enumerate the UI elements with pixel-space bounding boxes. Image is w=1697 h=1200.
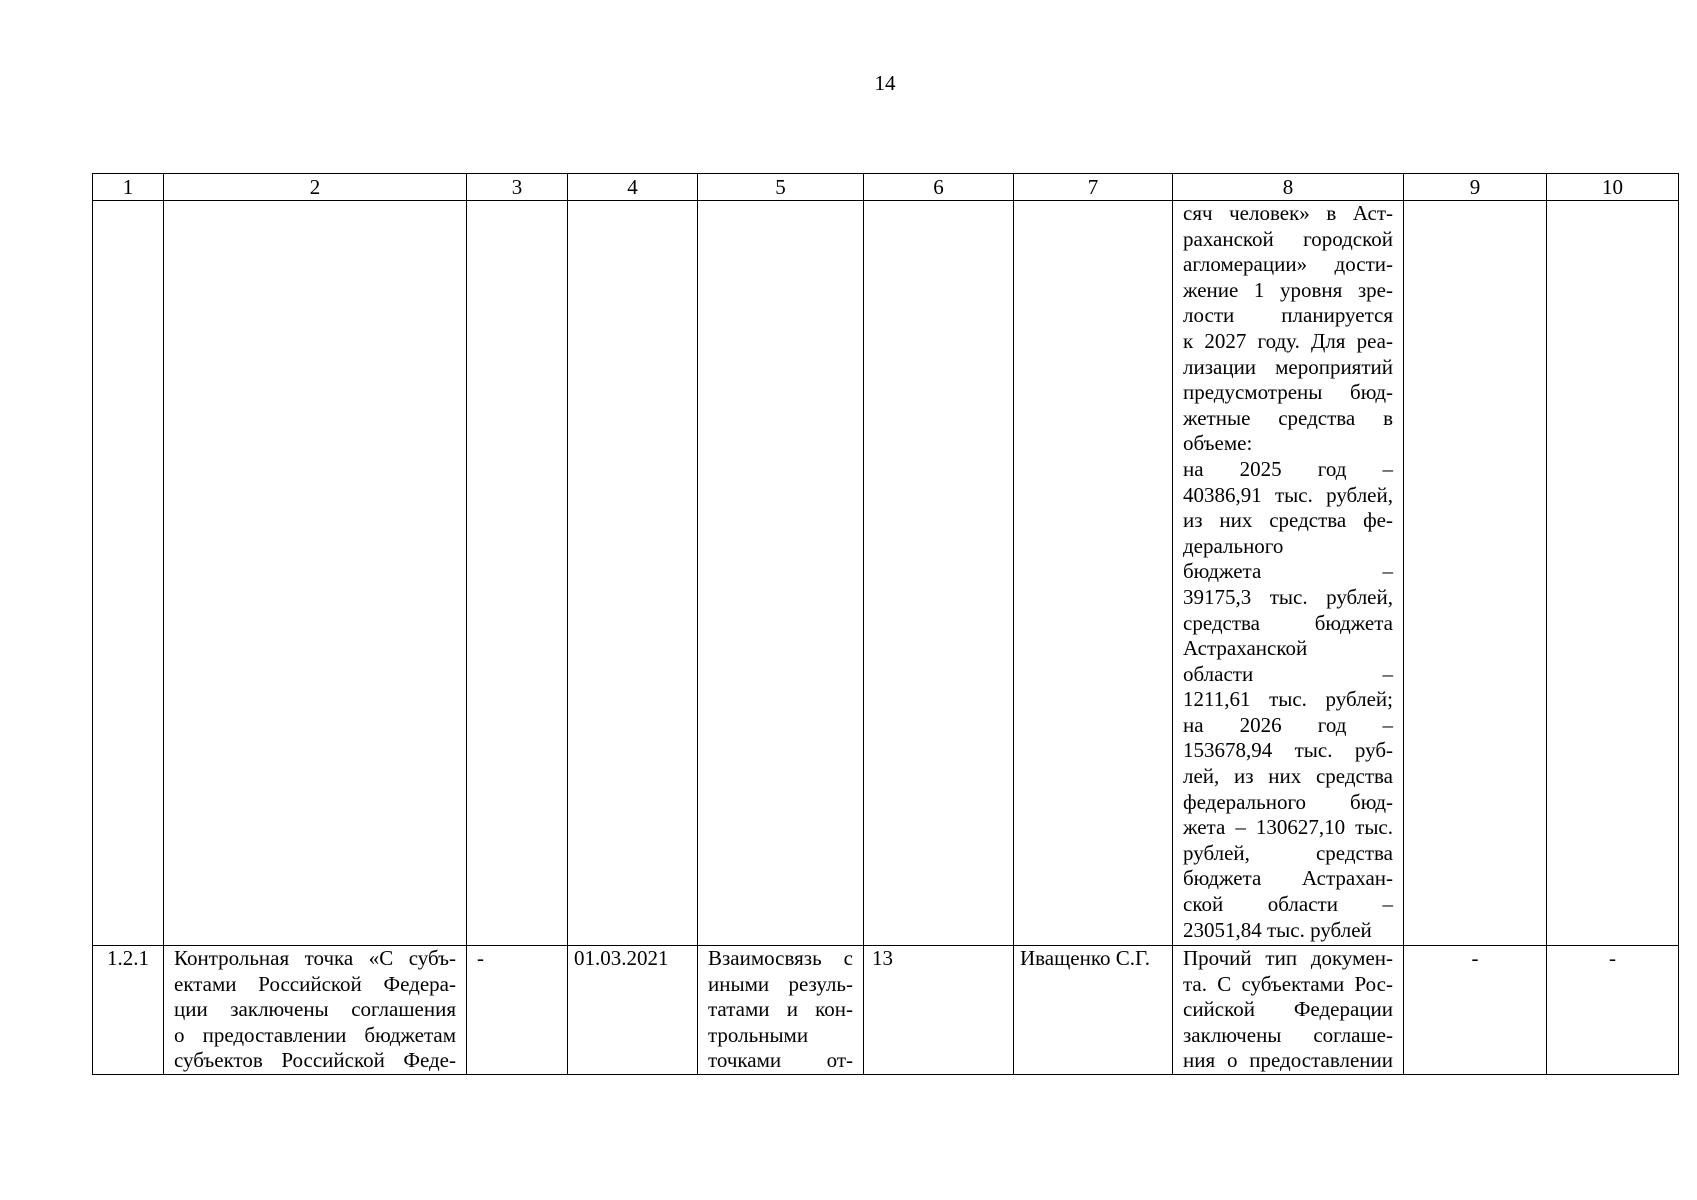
text-line: лей, из них средства — [1183, 764, 1393, 789]
cell-empty — [864, 201, 1014, 946]
page-number: 14 — [874, 71, 896, 95]
text-line: жетные средства в — [1183, 405, 1393, 430]
text-line: жение 1 уровня зре- — [1183, 277, 1393, 302]
text-line: иными резуль- — [708, 971, 853, 996]
column-header-8: 8 — [1173, 174, 1404, 201]
text-line: бюджета Астрахан- — [1183, 866, 1393, 891]
column-header-7: 7 — [1014, 174, 1173, 201]
text-line: рублей, средства — [1183, 840, 1393, 865]
text-line: татами и кон- — [708, 997, 853, 1022]
text-line: ции заключены соглашения — [174, 997, 456, 1022]
text-line: средства бюджета — [1183, 610, 1393, 635]
cell-col10: - — [1547, 946, 1679, 1075]
text-line: сяч человек» в Аст- — [1183, 201, 1393, 225]
text-line: та. С субъектами Рос- — [1183, 971, 1393, 996]
cell-col3: - — [467, 946, 568, 1075]
text-line: области – — [1183, 661, 1393, 686]
column-number-header-row — [93, 174, 1679, 201]
text-line: 153678,94 тыс. руб- — [1183, 738, 1393, 763]
cell-empty — [164, 201, 467, 946]
cell-empty — [467, 201, 568, 946]
cell-col6: 13 — [864, 946, 1014, 1075]
text-line: субъектов Российской Феде- — [174, 1048, 456, 1073]
text-line: 40386,91 тыс. рублей, — [1183, 482, 1393, 507]
text-line: из них средства фе- — [1183, 508, 1393, 533]
text-line: раханской городской — [1183, 226, 1393, 251]
text-line: 23051,84 тыс. рублей — [1183, 917, 1372, 942]
table-row-1-2-1 — [93, 946, 1679, 1075]
text-line: бюджета – — [1183, 559, 1393, 584]
text-line: точками от- — [708, 1048, 853, 1073]
text-line: жета – 130627,10 тыс. — [1183, 815, 1393, 840]
control-point-name — [164, 946, 467, 1075]
text-line: ния о предоставлении — [1183, 1048, 1393, 1073]
document-table — [92, 173, 1679, 1075]
cell-empty — [1404, 201, 1547, 946]
cell-empty — [93, 201, 164, 946]
text-line: ектами Российской Федера- — [174, 971, 456, 996]
column-header-6: 6 — [864, 174, 1014, 201]
text-line: на 2025 год – — [1183, 456, 1393, 481]
text-line: Взаимосвязь с — [708, 946, 853, 970]
row-number: 1.2.1 — [93, 946, 164, 1075]
text-line: 39175,3 тыс. рублей, — [1183, 584, 1393, 609]
text-line: Прочий тип докумен- — [1183, 946, 1393, 970]
text-line: дерального — [1183, 533, 1284, 558]
text-line: агломерации» дости- — [1183, 252, 1393, 277]
cell-document-type — [1173, 946, 1404, 1075]
column-header-5: 5 — [698, 174, 864, 201]
text-line: о предоставлении бюджетам — [174, 1022, 456, 1047]
column-header-9: 9 — [1404, 174, 1547, 201]
text-line: федерального бюд- — [1183, 789, 1393, 814]
column-header-3: 3 — [467, 174, 568, 201]
text-line: ской области – — [1183, 892, 1393, 917]
column-header-10: 10 — [1547, 174, 1679, 201]
continued-result-description — [1173, 201, 1404, 946]
text-line: предусмотрены бюд- — [1183, 380, 1393, 405]
column-header-4: 4 — [568, 174, 698, 201]
cell-responsible: Иващенко С.Г. — [1014, 946, 1173, 1075]
text-line: трольными — [708, 1022, 809, 1047]
column-header-2: 2 — [164, 174, 467, 201]
cell-empty — [698, 201, 864, 946]
text-line: лости планируется — [1183, 303, 1393, 328]
text-line: Контрольная точка «С субъ- — [174, 946, 456, 970]
text-line: лизации мероприятий — [1183, 354, 1393, 379]
text-line: сийской Федерации — [1183, 997, 1393, 1022]
text-line: объеме: — [1183, 431, 1253, 456]
table-row-continued — [93, 201, 1679, 946]
cell-empty — [1547, 201, 1679, 946]
cell-date: 01.03.2021 — [568, 946, 698, 1075]
text-line: к 2027 году. Для реа- — [1183, 328, 1393, 353]
cell-relationship — [698, 946, 864, 1075]
cell-empty — [1014, 201, 1173, 946]
cell-empty — [568, 201, 698, 946]
cell-col9: - — [1404, 946, 1547, 1075]
text-line: заключены соглаше- — [1183, 1022, 1393, 1047]
column-header-1: 1 — [93, 174, 164, 201]
text-line: на 2026 год – — [1183, 712, 1393, 737]
text-line: 1211,61 тыс. рублей; — [1183, 687, 1393, 712]
text-line: Астраханской — [1183, 636, 1308, 661]
